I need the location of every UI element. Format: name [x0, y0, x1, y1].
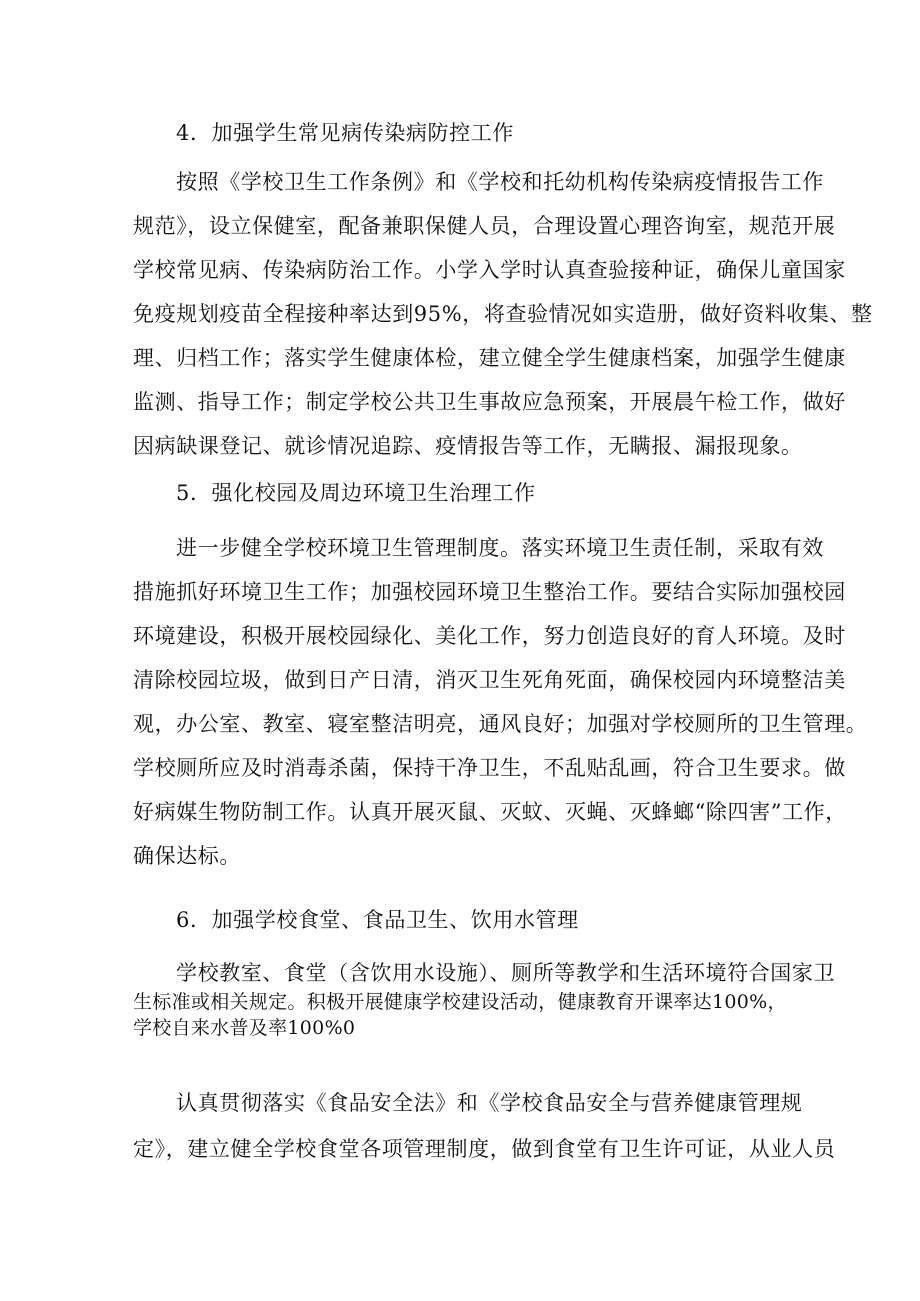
section-5-line-8: 确保达标。 — [133, 844, 241, 868]
section-5-line-5: 观，办公室、教室、寝室整洁明亮，通风良好；加强对学校厕所的卫生管理。 — [133, 712, 868, 736]
section-5-heading: 5．强化校园及周边环境卫生治理工作 — [176, 481, 536, 505]
section-6-heading: 6．加强学校食堂、食品卫生、饮用水管理 — [176, 908, 579, 932]
section-6-p2-line-1: 认真贯彻落实《食品安全法》和《学校食品安全与营养健康管理规 — [176, 1091, 803, 1115]
section-6-p2-line-2: 定》，建立健全学校食堂各项管理制度，做到食堂有卫生许可证，从业人员 — [133, 1137, 836, 1161]
section-5-line-4: 清除校园垃圾，做到日产日清，消灭卫生死角死面，确保校园内环境整洁美 — [133, 668, 846, 692]
section-4-line-2: 规范》，设立保健室，配备兼职保健人员，合理设置心理咨询室，规范开展 — [133, 214, 836, 238]
section-5-line-2: 措施抓好环境卫生工作；加强校园环境卫生整治工作。要结合实际加强校园 — [133, 580, 846, 604]
section-5-line-7: 好病媒生物防制工作。认真开展灭鼠、灭蚊、灭蝇、灭蜂螂“除四害”工作， — [133, 800, 847, 824]
section-5-line-3: 环境建设，积极开展校园绿化、美化工作，努力创造良好的育人环境。及时 — [133, 624, 846, 648]
section-5-line-1: 进一步健全学校环境卫生管理制度。落实环境卫生责任制，采取有效 — [176, 536, 824, 560]
section-4-line-7: 因病缺课登记、就诊情况追踪、疫情报告等工作，无瞒报、漏报现象。 — [133, 434, 803, 458]
section-4-line-5: 理、归档工作；落实学生健康体检，建立健全学生健康档案，加强学生健康 — [133, 346, 846, 370]
section-4-line-4: 免疫规划疫苗全程接种率达到95%，将查验情况如实造册，做好资料收集、整 — [133, 302, 873, 326]
section-6-p1-line-3: 学校自来水普及率100%0 — [133, 1017, 356, 1039]
section-4-heading: 4．加强学生常见病传染病防控工作 — [176, 121, 514, 145]
section-4-line-3: 学校常见病、传染病防治工作。小学入学时认真查验接种证，确保儿童国家 — [133, 258, 846, 282]
section-6-p1-line-1: 学校教室、食堂（含饮用水设施）、厕所等教学和生活环境符合国家卫 — [176, 961, 836, 985]
section-6-p1-line-2: 生标准或相关规定。积极开展健康学校建设活动，健康教育开课率达100%， — [133, 991, 787, 1013]
section-5-line-6: 学校厕所应及时消毒杀菌，保持干净卫生，不乱贴乱画，符合卫生要求。做 — [133, 756, 846, 780]
section-4-line-1: 按照《学校卫生工作条例》和《学校和托幼机构传染病疫情报告工作 — [176, 170, 824, 194]
section-4-line-6: 监测、指导工作；制定学校公共卫生事故应急预案，开展晨午检工作，做好 — [133, 390, 846, 414]
